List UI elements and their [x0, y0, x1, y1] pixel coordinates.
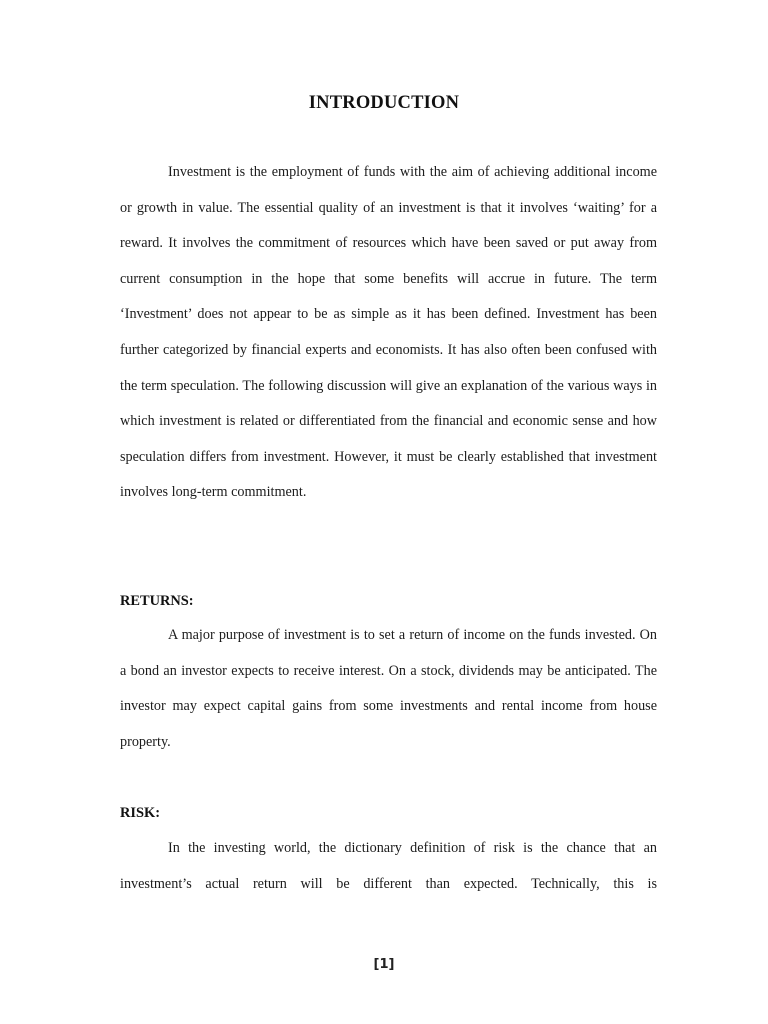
intro-paragraph-text: Investment is the employment of funds with the aim of achieving additional income or growth in value. The essential quality of an investment is that it involves ‘waiting’ for a reward. It involves the commitment of resources which have been saved or put away from current consumption in the hope that some benefits will accrue in future. The term ‘Investment’ does not appear to be as simple as it has been defined. Investment has been further categorized by financial experts and economists. It has also often been confused with the term speculation. The following discussion will give an explanation of the various ways in which investment is related or differentiated from the financial and economic sense and how speculation differs from investment. However, it must be clearly established that investment involves long-term commitment.	[120, 164, 657, 501]
returns-paragraph	[120, 618, 657, 760]
risk-paragraph	[120, 831, 657, 902]
returns-paragraph-text: A major purpose of investment is to set a return of income on the funds invested. On a bond an investor expects to receive interest. On a stock, dividends may be anticipated. The investor may expect capital gains from some investments and rental income from house property.	[120, 627, 657, 750]
intro-paragraph	[120, 155, 657, 511]
page-number: [1]	[373, 957, 395, 972]
section-heading-returns: RETURNS:	[120, 593, 194, 609]
page-title: INTRODUCTION	[308, 93, 460, 113]
risk-paragraph-text: In the investing world, the dictionary definition of risk is the chance that an investment’s actual return will be different than expected. Technically, this is	[120, 840, 657, 892]
section-heading-risk: RISK:	[120, 805, 160, 821]
